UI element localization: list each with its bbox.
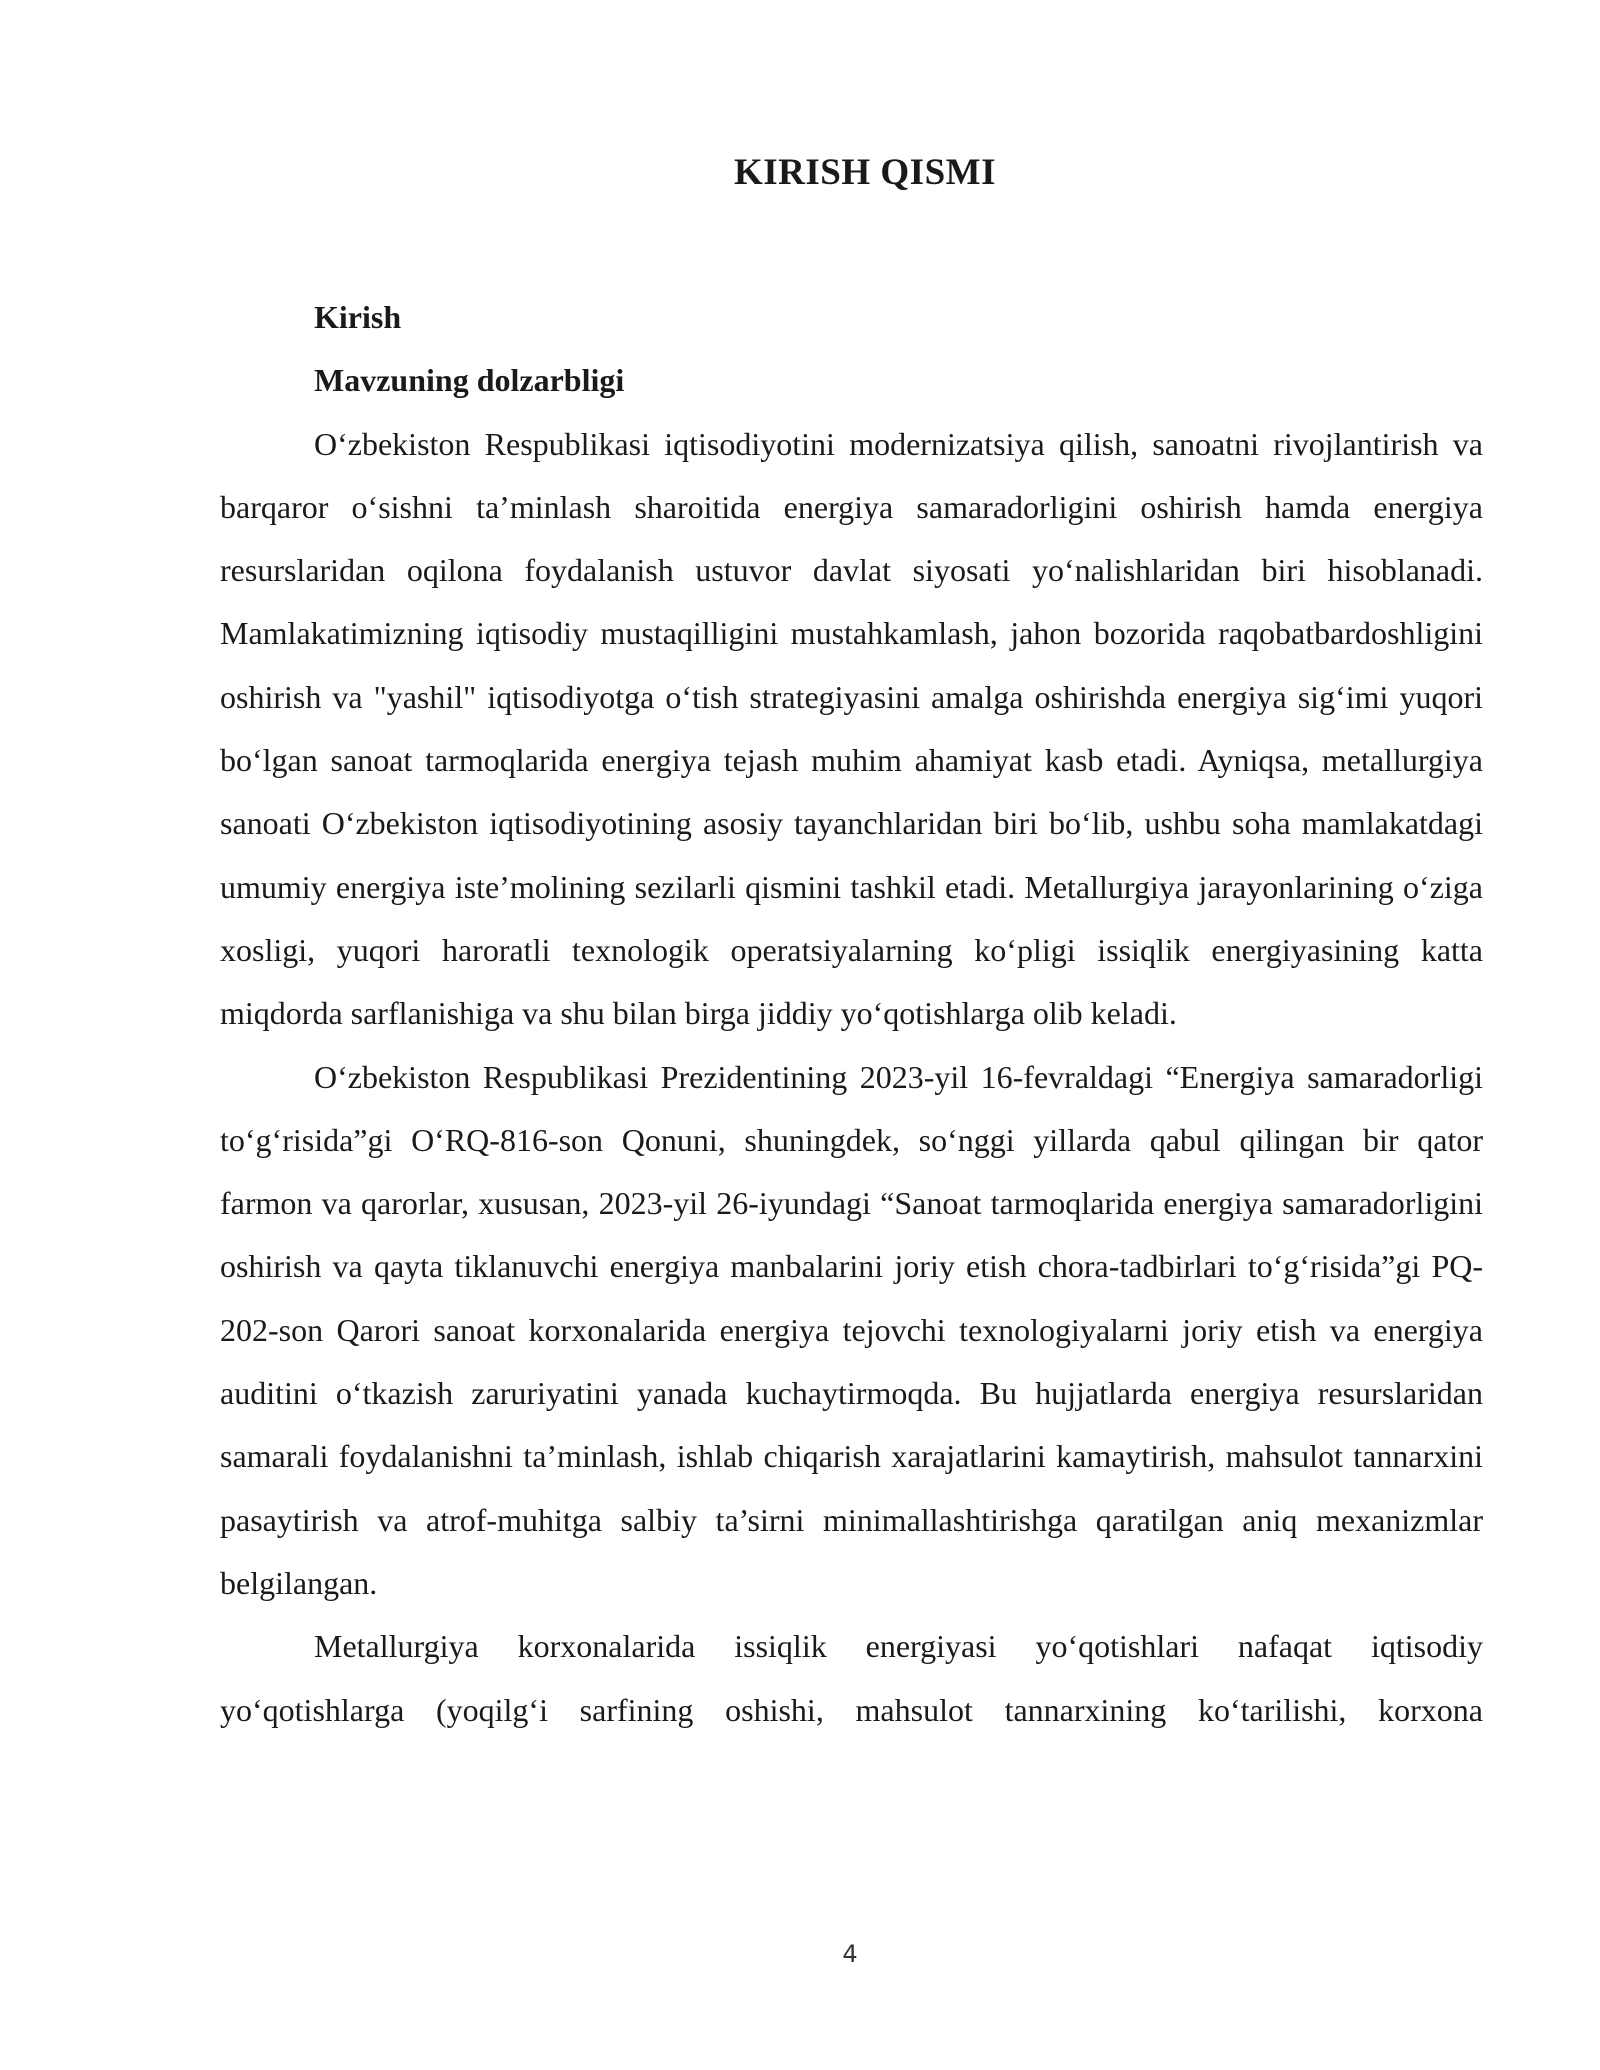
page-number: 4 [842, 1940, 858, 1968]
paragraph: O‘zbekiston Respublikasi iqtisodiyotini modernizatsiya qilish, sanoatni rivojlantirish va barqaror o‘sishni ta’minlash sharoitida energiya samaradorligini oshirish hamda energiya resurslaridan oqilona foydalanish ustuvor davlat siyosati yo‘nalishlaridan biri hisoblanadi. Mamlakatimizning iqtisodiy mustaqilligini mustahkamlash, jahon bozorida raqobatbardoshligini oshirish va "yashil" iqtisodiyotga o‘tish strategiyasini amalga oshirishda energiya sig‘imi yuqori bo‘lgan sanoat tarmoqlarida energiya tejash muhim ahamiyat kasb etadi. Ayniqsa, metallurgiya sanoati O‘zbekiston iqtisodiyotining asosiy tayanchlaridan biri bo‘lib, ushbu soha mamlakatdagi umumiy energiya iste’molining sezilarli qismini tashkil etadi. Metallurgiya jarayonlarining o‘ziga xosligi, yuqori haroratli texnologik operatsiyalarning ko‘pligi issiqlik energiyasining katta miqdorda sarflanishiga va shu bilan birga jiddiy yo‘qotishlarga olib keladi. [220, 425, 1483, 1032]
section-heading-kirish: Kirish [314, 299, 402, 335]
paragraph: Metallurgiya korxonalarida issiqlik energiyasi yo‘qotishlari nafaqat iqtisodiy yo‘qotishlarga (yoqilg‘i sarfining oshishi, mahsulot tannarxining ko‘tarilishi, korxona [220, 1628, 1483, 1728]
document-body [220, 286, 1483, 1742]
section-heading-dolzarblik: Mavzuning dolzarbligi [314, 362, 625, 399]
paragraph: O‘zbekiston Respublikasi Prezidentining 2023-yil 16-fevraldagi “Energiya samaradorligi to‘g‘risida”gi O‘RQ-816-son Qonuni, shuningdek, so‘nggi yillarda qabul qilingan bir qator farmon va qarorlar, xususan, 2023-yil 26-iyundagi “Sanoat tarmoqlarida energiya samaradorligini oshirish va qayta tiklanuvchi energiya manbalarini joriy etish chora-tadbirlari to‘g‘risida”gi PQ-202-son Qarori sanoat korxonalarida energiya tejovchi texnologiyalarni joriy etish va energiya auditini o‘tkazish zaruriyatini yanada kuchaytirmoqda. Bu hujjatlarda energiya resurslaridan samarali foydalanishni ta’minlash, ishlab chiqarish xarajatlarini kamaytirish, mahsulot tannarxini pasaytirish va atrof-muhitga salbiy ta’sirni minimallashtirishga qaratilgan aniq mexanizmlar belgilangan. [220, 1058, 1483, 1601]
page-title: KIRISH QISMI [734, 152, 996, 193]
